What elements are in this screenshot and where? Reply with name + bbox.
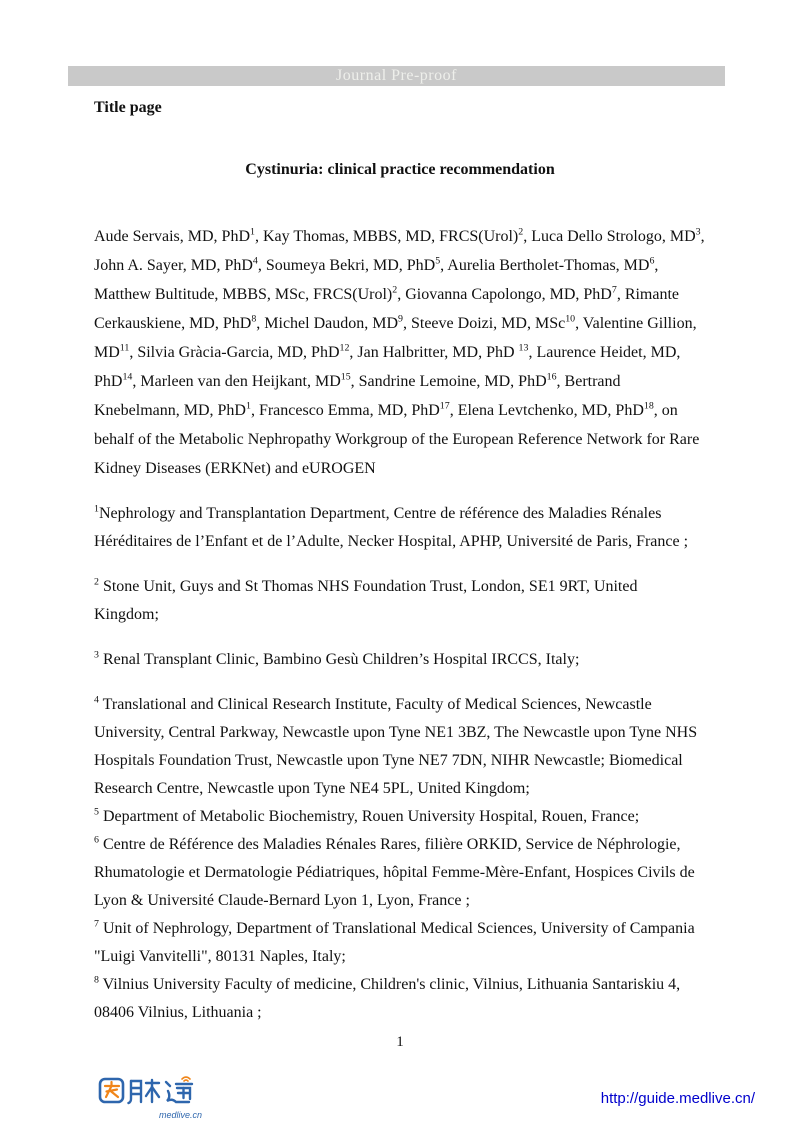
affiliation-number: 5	[94, 806, 99, 818]
affiliation-number: 6	[94, 834, 99, 846]
affiliation-text: Nephrology and Transplantation Department, Centre de référence des Maladies Rénales Héréditaires de l’Enfant et de l’Adulte, Necker Hospital, APHP, Université de Paris, France ;	[94, 505, 689, 550]
section-label: Title page	[94, 99, 162, 116]
affiliation-text: Department of Metabolic Biochemistry, Rouen University Hospital, Rouen, France;	[98, 808, 640, 825]
affiliation-text: Centre de Référence des Maladies Rénales Rares, filière ORKID, Service de Néphrologie, Rhumatologie et Dermatologie Pédiatriques, hôpital Femme-Mère-Enfant, Hospices Civils de Lyon & Université Claude-Bernard Lyon 1, Lyon, France ;	[94, 836, 695, 909]
medlive-logo-caption: medlive.cn	[158, 1110, 202, 1120]
affiliation-number: 8	[94, 974, 99, 986]
affiliation-number: 2	[94, 576, 99, 588]
affiliation-4	[94, 691, 706, 803]
affiliation-number: 7	[94, 918, 99, 930]
affiliation-3	[94, 646, 706, 674]
affiliation-1	[94, 500, 706, 556]
page-number: 1	[396, 1034, 404, 1050]
guide-medlive-url[interactable]: http://guide.medlive.cn/	[600, 1090, 755, 1107]
affiliation-8	[94, 971, 706, 1027]
affiliation-2	[94, 573, 706, 629]
title-page-content	[94, 98, 706, 1027]
affiliation-text: Vilnius University Faculty of medicine, Children's clinic, Vilnius, Lithuania Santariskiu 4, 08406 Vilnius, Lithuania ;	[94, 976, 681, 1021]
affiliation-text: Renal Transplant Clinic, Bambino Gesù Children’s Hospital IRCCS, Italy;	[98, 651, 580, 668]
medlive-logo	[98, 1074, 216, 1120]
affiliation-5	[94, 803, 706, 831]
affiliation-text: Unit of Nephrology, Department of Translational Medical Sciences, University of Campania "Luigi Vanvitelli", 80131 Naples, Italy;	[94, 920, 695, 965]
affiliation-7	[94, 915, 706, 971]
journal-preproof-banner	[68, 66, 725, 86]
article-title: Cystinuria: clinical practice recommendation	[245, 161, 555, 178]
affiliation-text: Stone Unit, Guys and St Thomas NHS Foundation Trust, London, SE1 9RT, United Kingdom;	[94, 578, 638, 623]
author-list: Aude Servais, MD, PhD$^1$, Kay Thomas, MBBS, MD, FRCS(Urol)$^2$, Luca Dello Strologo, $MD^3$, John A. Sayer, MD, PhD$^4$, Soumeya Bekri, MD, PhD$^5$, Aurelia Bertholet-Thomas, $MD^6$, Matthew Bultitude, MBBS, MSc, FRCS(Urol)$^2$, Giovanna Capolongo, MD, PhD$^7$, Rimante Cerkauskiene, MD, PhD$^8$, Michel Daudon, $MD^9$, Steeve Doizi, MD, MSc$^{10}$, Valentine Gillion, MD$^{11}$, Silvia Gràcia-Garcia, MD, PhD$^{12}$, Jan Halbritter, MD, PhD $^{13}$, Laurence Heidet, MD, PhD$^{14}$, Marleen van den Heijkant, MD$^{15}$, Sandrine Lemoine, MD, PhD$^{16}$, Bertrand Knebelmann, MD, PhD$^1$, Francesco Emma, MD, PhD$^{17}$, Elena Levtchenko, MD, PhD$^{18}$, on behalf of the Metabolic Nephropathy Workgroup of the European Reference Network for Rare Kidney Diseases (ERKNet) and eUROGEN	[94, 226, 705, 477]
banner-label: Journal Pre-proof	[336, 67, 457, 84]
affiliation-6	[94, 831, 706, 915]
affiliation-number: 3	[94, 649, 99, 661]
affiliation-number: 4	[94, 694, 99, 706]
affiliation-text: Translational and Clinical Research Institute, Faculty of Medical Sciences, Newcastle University, Central Parkway, Newcastle upon Tyne NE1 3BZ, The Newcastle upon Tyne NHS Hospitals Foundation Trust, Newcastle upon Tyne NE7 7DN, NIHR Newcastle; Biomedical Research Centre, Newcastle upon Tyne NE4 5PL, United Kingdom;	[94, 696, 698, 797]
affiliation-number: 1	[94, 503, 99, 515]
affiliation-list	[94, 500, 706, 1027]
